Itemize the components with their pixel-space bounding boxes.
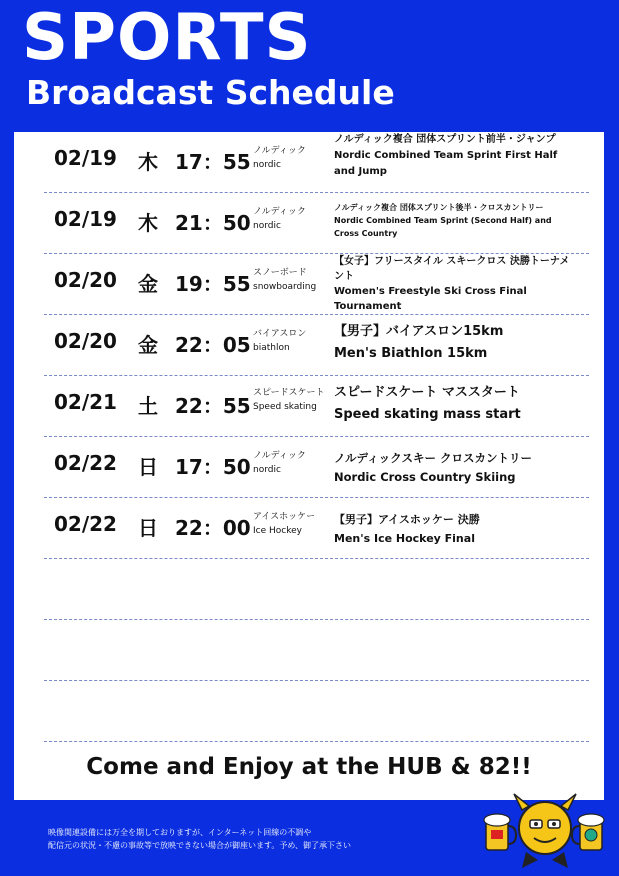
event-title-en: Men's Ice Hockey Final (334, 532, 475, 545)
disclaimer-line-2: 配信元の状況・不慮の事故等で放映できない場合が御座います。予め、御了承下さい (48, 841, 352, 850)
schedule-row (44, 498, 589, 559)
event-description (334, 132, 574, 180)
event-title-jp: 【男子】アイスホッケー 決勝 (334, 513, 480, 526)
empty-schedule-row (44, 620, 589, 681)
call-to-action: Come and Enjoy at the HUB & 82!! (86, 754, 532, 780)
schedule-row (44, 193, 589, 254)
sport-name (253, 266, 329, 294)
schedule-weekday: 木 (138, 211, 158, 235)
schedule-date: 02/21 (54, 390, 117, 414)
schedule-weekday: 日 (138, 455, 158, 479)
sport-name (253, 386, 329, 414)
event-title-jp: ノルディック複合 団体スプリント後半・クロスカントリー (334, 203, 544, 212)
event-description (334, 382, 574, 426)
schedule-date: 02/20 (54, 268, 117, 292)
event-title-jp: スピードスケート マススタート (334, 385, 520, 400)
schedule-row (44, 254, 589, 315)
sport-name-en: nordic (253, 465, 281, 475)
sport-name-en: snowboarding (253, 282, 317, 292)
sport-name-jp: スノーボード (253, 268, 307, 278)
sport-name (253, 449, 329, 477)
schedule-weekday: 土 (138, 394, 158, 418)
schedule-row (44, 437, 589, 498)
event-title-en: Nordic Cross Country Skiing (334, 470, 516, 484)
schedule-date: 02/22 (54, 512, 117, 536)
disclaimer-notice (48, 826, 468, 852)
schedule-date: 02/19 (54, 146, 117, 170)
sport-name-en: nordic (253, 160, 281, 170)
beer-mug-icon (484, 814, 516, 850)
event-description (334, 449, 574, 487)
schedule-row (44, 132, 589, 193)
event-title-jp: 【男子】バイアスロン15km (334, 324, 504, 339)
empty-schedule-row (44, 559, 589, 620)
sport-name-jp: ノルディック (253, 451, 306, 461)
schedule-panel (14, 132, 604, 800)
page-subtitle: Broadcast Schedule (26, 73, 395, 112)
schedule-row (44, 315, 589, 376)
mascot-character-icon (514, 794, 576, 868)
event-title-en: Men's Biathlon 15km (334, 346, 488, 361)
event-title-en: Nordic Combined Team Sprint (Second Half) and Cross Country (334, 216, 552, 238)
sport-name-en: nordic (253, 221, 281, 231)
sport-name (253, 144, 329, 172)
sport-name-en: biathlon (253, 343, 290, 353)
schedule-time: 17：55 (175, 150, 251, 174)
schedule-row (44, 376, 589, 437)
schedule-date: 02/22 (54, 451, 117, 475)
schedule-time: 22：05 (175, 333, 251, 357)
schedule-time: 22：00 (175, 516, 251, 540)
event-title-en: Nordic Combined Team Sprint First Half and Jump (334, 150, 558, 177)
beer-mug-icon (572, 814, 604, 850)
event-description (334, 321, 574, 365)
sport-name-jp: ノルディック (253, 207, 306, 217)
sport-name (253, 205, 329, 233)
sport-name (253, 510, 329, 538)
empty-schedule-row (44, 681, 589, 742)
sport-name-en: Ice Hockey (253, 526, 302, 536)
event-title-en: Women's Freestyle Ski Cross Final Tournament (334, 286, 527, 312)
event-title-jp: ノルディック複合 団体スプリント前半・ジャンプ (334, 134, 556, 145)
schedule-time: 19：55 (175, 272, 251, 296)
schedule-time: 22：55 (175, 394, 251, 418)
event-description (334, 254, 574, 314)
schedule-date: 02/20 (54, 329, 117, 353)
event-description (334, 510, 574, 548)
sport-name (253, 327, 329, 355)
sport-name-jp: スピードスケート (253, 388, 325, 398)
schedule-time: 21：50 (175, 211, 251, 235)
event-title-jp: ノルディックスキー クロスカントリー (334, 451, 533, 465)
schedule-date: 02/19 (54, 207, 117, 231)
event-title-en: Speed skating mass start (334, 407, 521, 422)
schedule-weekday: 日 (138, 516, 158, 540)
schedule-weekday: 金 (138, 272, 158, 296)
page-title: SPORTS (22, 1, 312, 75)
event-description (334, 201, 574, 240)
schedule-weekday: 金 (138, 333, 158, 357)
schedule-time: 17：50 (175, 455, 251, 479)
sport-name-jp: バイアスロン (253, 329, 307, 339)
sport-name-en: Speed skating (253, 402, 317, 412)
disclaimer-line-1: 映像関連設備には万全を期しておりますが、インターネット回線の不調や (48, 828, 312, 837)
sport-name-jp: ノルディック (253, 146, 306, 156)
schedule-weekday: 木 (138, 150, 158, 174)
sport-name-jp: アイスホッケー (253, 512, 316, 522)
mascot-logo (482, 790, 608, 870)
event-title-jp: 【女子】フリースタイル スキークロス 決勝トーナメント (334, 256, 570, 282)
